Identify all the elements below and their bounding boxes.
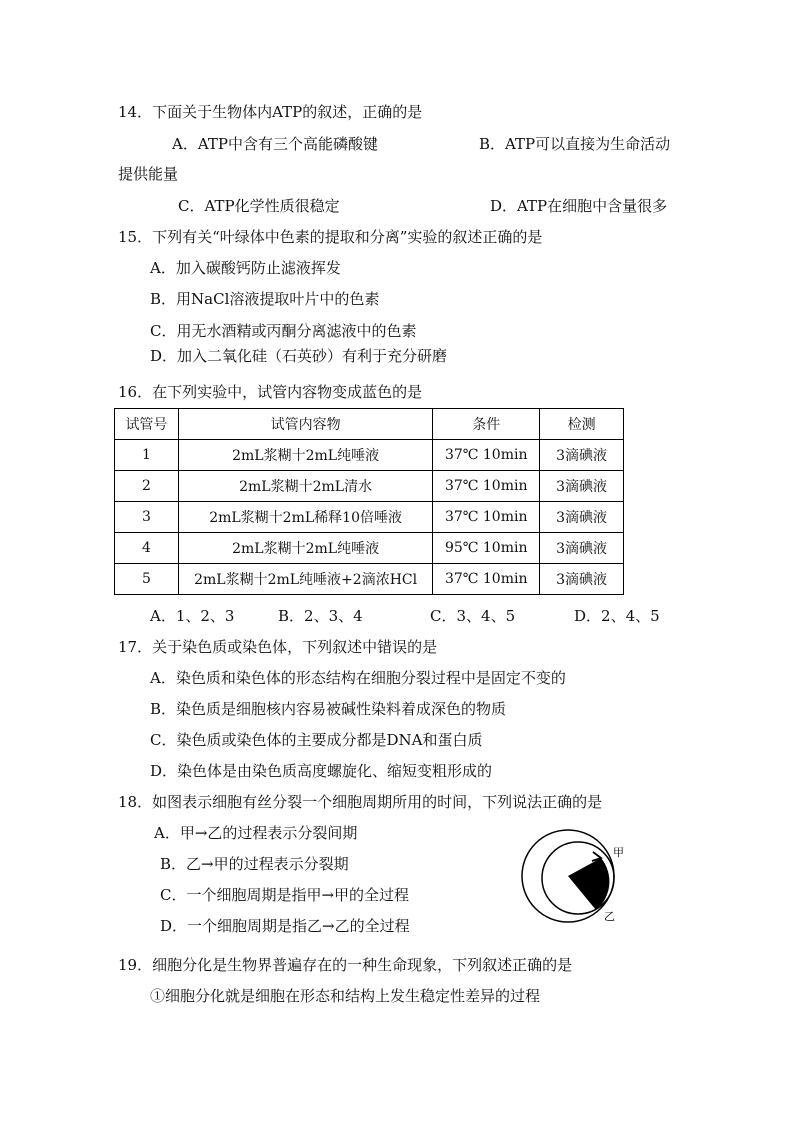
q15-option-a: A．加入碳酸钙防止滤液挥发 <box>150 259 341 277</box>
q14-option-b: B．ATP可以直接为生命活动 <box>479 135 671 153</box>
q15-option-c: C．用无水酒精或丙酮分离滤液中的色素 <box>150 322 417 340</box>
experiment-table <box>114 408 624 595</box>
tube-test: 3滴碘液 <box>540 533 624 564</box>
q16-option-d: D．2、4、5 <box>574 607 660 625</box>
q17-stem: 17．关于染色质或染色体，下列叙述中错误的是 <box>118 638 438 656</box>
q16-option-b: B．2、3、4 <box>278 607 363 625</box>
q15-option-b: B．用NaCl溶液提取叶片中的色素 <box>150 290 380 308</box>
q18-option-a: A．甲→乙的过程表示分裂间期 <box>154 824 358 842</box>
tube-test: 3滴碘液 <box>540 440 624 471</box>
q16-option-c: C．3、4、5 <box>430 607 516 625</box>
tube-number: 2 <box>115 471 179 502</box>
q14-option-c: C．ATP化学性质很稳定 <box>178 197 340 215</box>
cell-cycle-diagram <box>520 828 640 928</box>
q17-option-c: C．染色质或染色体的主要成分都是DNA和蛋白质 <box>150 731 483 749</box>
label-yi: 乙 <box>604 910 615 923</box>
label-jia: 甲 <box>613 846 624 859</box>
tube-contents: 2mL浆糊十2mL纯唾液 <box>178 440 432 471</box>
tube-condition: 37℃ 10min <box>433 440 540 471</box>
q15-option-d: D．加入二氧化硅（石英砂）有利于充分研磨 <box>150 347 448 365</box>
q18-option-b: B．乙→甲的过程表示分裂期 <box>160 855 349 873</box>
tube-test: 3滴碘液 <box>540 502 624 533</box>
tube-number: 5 <box>115 564 179 595</box>
table-row <box>115 564 624 595</box>
table-row <box>115 533 624 564</box>
tube-contents: 2mL浆糊十2mL稀释10倍唾液 <box>178 502 432 533</box>
q14-option-a: A．ATP中含有三个高能磷酸键 <box>172 135 378 153</box>
q17-option-d: D．染色体是由染色质高度螺旋化、缩短变粗形成的 <box>150 762 493 780</box>
table-row <box>115 440 624 471</box>
division-phase-sector <box>568 858 609 910</box>
q18-stem: 18．如图表示细胞有丝分裂一个细胞周期所用的时间，下列说法正确的是 <box>118 793 603 811</box>
q16-option-a: A．1、2、3 <box>150 607 235 625</box>
q14-option-b-continued: 提供能量 <box>118 165 179 183</box>
tube-number: 4 <box>115 533 179 564</box>
q19-statement-1: ①细胞分化就是细胞在形态和结构上发生稳定性差异的过程 <box>150 987 541 1005</box>
tube-contents: 2mL浆糊十2mL清水 <box>178 471 432 502</box>
q17-option-a: A．染色质和染色体的形态结构在细胞分裂过程中是固定不变的 <box>150 669 566 687</box>
table-header-cell: 试管内容物 <box>178 409 432 440</box>
q14-stem: 14．下面关于生物体内ATP的叙述，正确的是 <box>118 103 423 121</box>
q16-stem: 16．在下列实验中，试管内容物变成蓝色的是 <box>118 383 423 401</box>
tube-number: 1 <box>115 440 179 471</box>
tube-test: 3滴碘液 <box>540 564 624 595</box>
tube-condition: 95℃ 10min <box>433 533 540 564</box>
table-row <box>115 502 624 533</box>
tube-number: 3 <box>115 502 179 533</box>
tube-test: 3滴碘液 <box>540 471 624 502</box>
table-header-row <box>115 409 624 440</box>
q17-option-b: B．染色质是细胞核内容易被碱性染料着成深色的物质 <box>150 700 507 718</box>
table-header-cell: 试管号 <box>115 409 179 440</box>
tube-condition: 37℃ 10min <box>433 502 540 533</box>
q15-stem: 15．下列有关“叶绿体中色素的提取和分离”实验的叙述正确的是 <box>118 228 543 246</box>
tube-condition: 37℃ 10min <box>433 471 540 502</box>
table-header-cell: 条件 <box>433 409 540 440</box>
table-row <box>115 471 624 502</box>
table-header-cell: 检测 <box>540 409 624 440</box>
tube-contents: 2mL浆糊十2mL纯唾液 <box>178 533 432 564</box>
q19-stem: 19．细胞分化是生物界普遍存在的一种生命现象，下列叙述正确的是 <box>118 956 573 974</box>
tube-condition: 37℃ 10min <box>433 564 540 595</box>
q18-option-c: C．一个细胞周期是指甲→甲的全过程 <box>160 886 410 904</box>
q14-option-d: D．ATP在细胞中含量很多 <box>490 197 668 215</box>
q18-option-d: D．一个细胞周期是指乙→乙的全过程 <box>160 917 410 935</box>
tube-contents: 2mL浆糊十2mL纯唾液+2滴浓HCl <box>178 564 432 595</box>
